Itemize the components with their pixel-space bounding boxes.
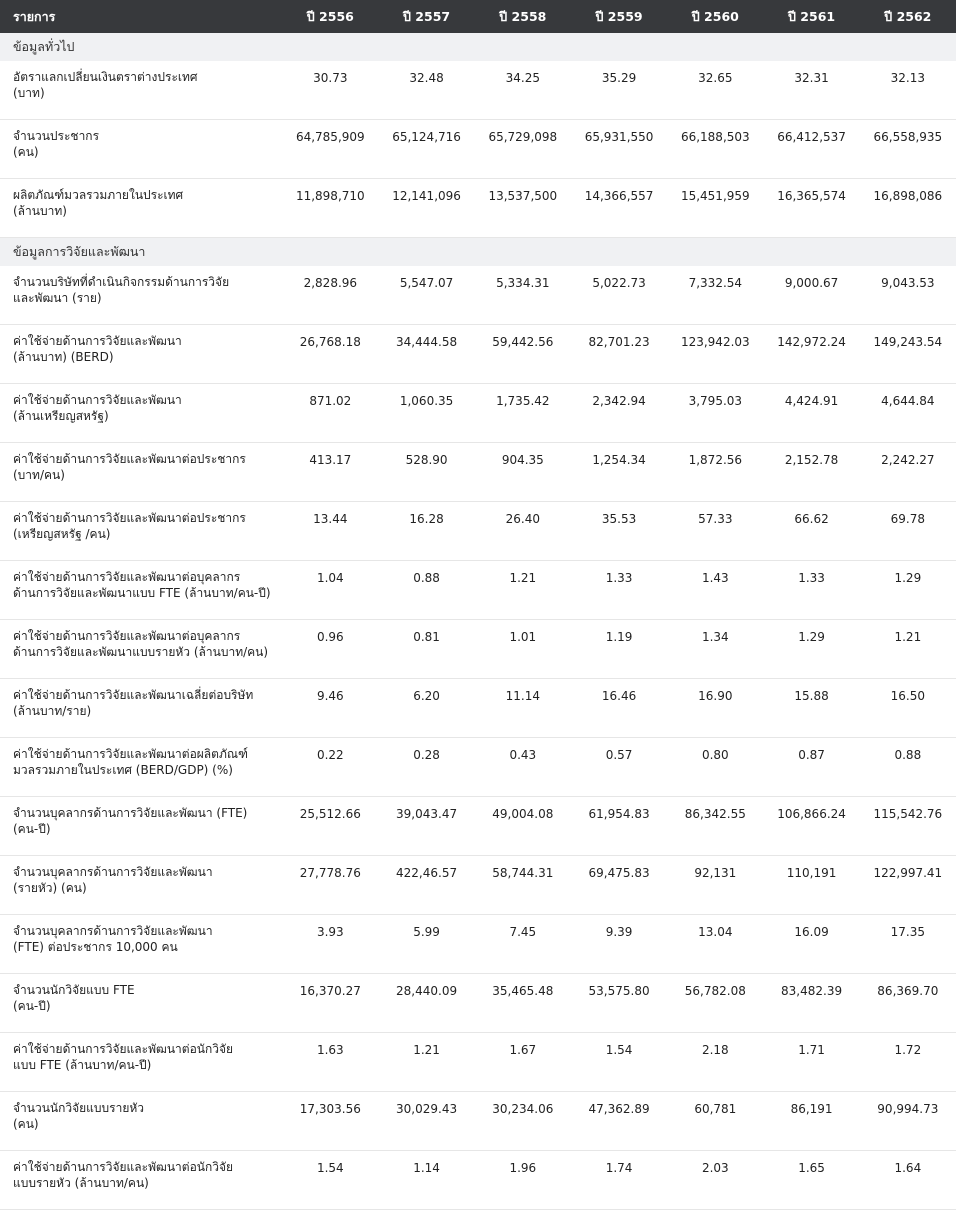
value-cell: 422,46.57 [378,856,474,915]
value-cell: 1.33 [763,561,859,620]
value-cell: 1.29 [763,620,859,679]
value-cell: 5,547.07 [378,266,474,325]
table-row [0,502,956,561]
value-cell: 4,424.91 [763,384,859,443]
value-cell: 9.46 [282,679,378,738]
section-title: ข้อมูลการวิจัยและพัฒนา [0,238,956,267]
value-cell: 26,768.18 [282,325,378,384]
value-cell: 1.54 [571,1033,667,1092]
value-cell: 11.14 [475,679,571,738]
table-row [0,266,956,325]
table-body [0,33,956,1210]
value-cell: 5,022.73 [571,266,667,325]
row-label-line2: (ล้านบาท) [13,204,67,218]
value-cell: 66.62 [763,502,859,561]
value-cell: 2,242.27 [860,443,956,502]
row-label [0,1092,282,1151]
value-cell: 35,465.48 [475,974,571,1033]
row-label-line1: ผลิตภัณฑ์มวลรวมภายในประเทศ [13,188,184,202]
row-label-line2: (บาท) [13,86,45,100]
value-cell: 60,781 [667,1092,763,1151]
row-label [0,61,282,120]
value-cell: 1.43 [667,561,763,620]
value-cell: 28,440.09 [378,974,474,1033]
table-row [0,1151,956,1210]
row-label-line1: จำนวนบุคลากรด้านการวิจัยและพัฒนา (FTE) [13,806,248,820]
table-row [0,561,956,620]
value-cell: 34.25 [475,61,571,120]
value-cell: 1.71 [763,1033,859,1092]
header-year: ปี 2560 [667,0,763,33]
section-title: ข้อมูลทั่วไป [0,33,956,61]
value-cell: 106,866.24 [763,797,859,856]
value-cell: 12,141,096 [378,179,474,238]
value-cell: 0.87 [763,738,859,797]
value-cell: 528.90 [378,443,474,502]
value-cell: 86,342.55 [667,797,763,856]
row-label [0,738,282,797]
row-label [0,915,282,974]
value-cell: 64,785,909 [282,120,378,179]
value-cell: 3.93 [282,915,378,974]
table-row [0,797,956,856]
value-cell: 1.67 [475,1033,571,1092]
row-label-line2: มวลรวมภายในประเทศ (BERD/GDP) (%) [13,763,233,777]
row-label-line2: (คน-ปี) [13,822,51,836]
row-label [0,502,282,561]
value-cell: 61,954.83 [571,797,667,856]
row-label [0,443,282,502]
value-cell: 0.28 [378,738,474,797]
value-cell: 0.81 [378,620,474,679]
row-label [0,325,282,384]
value-cell: 2,828.96 [282,266,378,325]
value-cell: 92,131 [667,856,763,915]
row-label-line2: (คน) [13,1117,39,1131]
row-label [0,974,282,1033]
row-label [0,179,282,238]
value-cell: 1.96 [475,1151,571,1210]
value-cell: 69.78 [860,502,956,561]
value-cell: 1.01 [475,620,571,679]
header-row [0,0,956,33]
value-cell: 904.35 [475,443,571,502]
value-cell: 6.20 [378,679,474,738]
table-row [0,325,956,384]
row-label-line2: (คน) [13,145,39,159]
table-header [0,0,956,33]
value-cell: 871.02 [282,384,378,443]
value-cell: 16,365,574 [763,179,859,238]
value-cell: 15,451,959 [667,179,763,238]
value-cell: 1,060.35 [378,384,474,443]
value-cell: 5.99 [378,915,474,974]
row-label [0,266,282,325]
value-cell: 1.74 [571,1151,667,1210]
value-cell: 66,558,935 [860,120,956,179]
table-row [0,443,956,502]
table-row [0,915,956,974]
value-cell: 82,701.23 [571,325,667,384]
value-cell: 0.57 [571,738,667,797]
value-cell: 3,795.03 [667,384,763,443]
value-cell: 57.33 [667,502,763,561]
header-year: ปี 2559 [571,0,667,33]
row-label-line2: (คน-ปี) [13,999,51,1013]
row-label [0,561,282,620]
value-cell: 11,898,710 [282,179,378,238]
value-cell: 142,972.24 [763,325,859,384]
value-cell: 0.88 [860,738,956,797]
value-cell: 34,444.58 [378,325,474,384]
row-label-line2: แบบ FTE (ล้านบาท/คน-ปี) [13,1058,152,1072]
value-cell: 86,369.70 [860,974,956,1033]
value-cell: 16,898,086 [860,179,956,238]
value-cell: 26.40 [475,502,571,561]
row-label-line1: อัตราแลกเปลี่ยนเงินตราต่างประเทศ [13,70,198,84]
value-cell: 16.50 [860,679,956,738]
row-label [0,620,282,679]
value-cell: 122,997.41 [860,856,956,915]
value-cell: 66,412,537 [763,120,859,179]
value-cell: 16.28 [378,502,474,561]
value-cell: 13.04 [667,915,763,974]
header-year: ปี 2556 [282,0,378,33]
value-cell: 1,735.42 [475,384,571,443]
section-header-row [0,238,956,267]
value-cell: 413.17 [282,443,378,502]
value-cell: 17,303.56 [282,1092,378,1151]
value-cell: 7.45 [475,915,571,974]
value-cell: 17.35 [860,915,956,974]
table-row [0,61,956,120]
section-header-row [0,33,956,61]
value-cell: 16.46 [571,679,667,738]
value-cell: 1.33 [571,561,667,620]
value-cell: 4,644.84 [860,384,956,443]
value-cell: 30,234.06 [475,1092,571,1151]
row-label-line2: (FTE) ต่อประชากร 10,000 คน [13,940,178,954]
row-label-line2: (บาท/คน) [13,468,65,482]
value-cell: 0.22 [282,738,378,797]
header-year: ปี 2558 [475,0,571,33]
row-label [0,1151,282,1210]
value-cell: 1.21 [378,1033,474,1092]
row-label-line1: ค่าใช้จ่ายด้านการวิจัยและพัฒนาเฉลี่ยต่อบริษัท [13,688,254,702]
value-cell: 2.18 [667,1033,763,1092]
value-cell: 32.48 [378,61,474,120]
value-cell: 35.53 [571,502,667,561]
row-label-line2: และพัฒนา (ราย) [13,291,102,305]
value-cell: 30.73 [282,61,378,120]
row-label-line1: ค่าใช้จ่ายด้านการวิจัยและพัฒนาต่อนักวิจัย [13,1160,234,1174]
value-cell: 0.96 [282,620,378,679]
row-label-line2: (ล้านเหรียญสหรัฐ) [13,409,109,423]
row-label-line1: ค่าใช้จ่ายด้านการวิจัยและพัฒนาต่อบุคลากร [13,570,241,584]
row-label [0,1033,282,1092]
value-cell: 1.29 [860,561,956,620]
header-year: ปี 2561 [763,0,859,33]
value-cell: 1.21 [860,620,956,679]
value-cell: 16.90 [667,679,763,738]
row-label [0,384,282,443]
value-cell: 0.80 [667,738,763,797]
value-cell: 47,362.89 [571,1092,667,1151]
value-cell: 9,043.53 [860,266,956,325]
value-cell: 39,043.47 [378,797,474,856]
value-cell: 66,188,503 [667,120,763,179]
table-row [0,974,956,1033]
value-cell: 30,029.43 [378,1092,474,1151]
table-row [0,120,956,179]
row-label-line1: ค่าใช้จ่ายด้านการวิจัยและพัฒนาต่อประชากร [13,511,246,525]
value-cell: 1.63 [282,1033,378,1092]
row-label-line1: ค่าใช้จ่ายด้านการวิจัยและพัฒนาต่อนักวิจัย [13,1042,234,1056]
value-cell: 2,152.78 [763,443,859,502]
value-cell: 32.13 [860,61,956,120]
value-cell: 32.65 [667,61,763,120]
value-cell: 58,744.31 [475,856,571,915]
header-year: ปี 2557 [378,0,474,33]
row-label [0,856,282,915]
value-cell: 115,542.76 [860,797,956,856]
table-row [0,384,956,443]
row-label-line1: ค่าใช้จ่ายด้านการวิจัยและพัฒนาต่อผลิตภัณฑ์ [13,747,248,761]
row-label-line1: จำนวนนักวิจัยแบบ FTE [13,983,135,997]
value-cell: 35.29 [571,61,667,120]
row-label-line1: จำนวนบุคลากรด้านการวิจัยและพัฒนา [13,865,213,879]
row-label-line2: (ล้านบาท/ราย) [13,704,92,718]
value-cell: 16,370.27 [282,974,378,1033]
row-label-line1: ค่าใช้จ่ายด้านการวิจัยและพัฒนาต่อประชากร [13,452,246,466]
value-cell: 15.88 [763,679,859,738]
row-label-line1: ค่าใช้จ่ายด้านการวิจัยและพัฒนา [13,334,182,348]
value-cell: 14,366,557 [571,179,667,238]
value-cell: 49,004.08 [475,797,571,856]
row-label-line1: จำนวนประชากร [13,129,100,143]
value-cell: 1.34 [667,620,763,679]
row-label-line2: (รายหัว) (คน) [13,881,87,895]
table-row [0,179,956,238]
value-cell: 0.43 [475,738,571,797]
table-row [0,679,956,738]
value-cell: 123,942.03 [667,325,763,384]
table-row [0,1033,956,1092]
value-cell: 53,575.80 [571,974,667,1033]
value-cell: 1.65 [763,1151,859,1210]
value-cell: 1.14 [378,1151,474,1210]
value-cell: 13,537,500 [475,179,571,238]
value-cell: 32.31 [763,61,859,120]
value-cell: 0.88 [378,561,474,620]
value-cell: 1.72 [860,1033,956,1092]
value-cell: 25,512.66 [282,797,378,856]
row-label-line1: ค่าใช้จ่ายด้านการวิจัยและพัฒนา [13,393,182,407]
row-label-line2: (เหรียญสหรัฐ /คน) [13,527,111,541]
value-cell: 69,475.83 [571,856,667,915]
value-cell: 13.44 [282,502,378,561]
row-label-line1: จำนวนบริษัทที่ดำเนินกิจกรรมด้านการวิจัย [13,275,230,289]
row-label-line1: จำนวนนักวิจัยแบบรายหัว [13,1101,145,1115]
value-cell: 27,778.76 [282,856,378,915]
row-label-line2: ด้านการวิจัยและพัฒนาแบบรายหัว (ล้านบาท/คน) [13,645,269,659]
value-cell: 1.19 [571,620,667,679]
value-cell: 110,191 [763,856,859,915]
value-cell: 65,729,098 [475,120,571,179]
value-cell: 1.54 [282,1151,378,1210]
value-cell: 16.09 [763,915,859,974]
value-cell: 1.21 [475,561,571,620]
row-label-line2: (ล้านบาท) (BERD) [13,350,114,364]
value-cell: 2,342.94 [571,384,667,443]
table-row [0,738,956,797]
row-label [0,679,282,738]
value-cell: 86,191 [763,1092,859,1151]
table-row [0,856,956,915]
row-label-line2: ด้านการวิจัยและพัฒนาแบบ FTE (ล้านบาท/คน-ปี) [13,586,271,600]
value-cell: 9,000.67 [763,266,859,325]
value-cell: 9.39 [571,915,667,974]
row-label [0,797,282,856]
row-label-line1: จำนวนบุคลากรด้านการวิจัยและพัฒนา [13,924,213,938]
value-cell: 1,254.34 [571,443,667,502]
value-cell: 1.64 [860,1151,956,1210]
table-row [0,1092,956,1151]
row-label-line2: แบบรายหัว (ล้านบาท/คน) [13,1176,149,1190]
header-item-label: รายการ [0,0,282,33]
value-cell: 56,782.08 [667,974,763,1033]
value-cell: 65,124,716 [378,120,474,179]
value-cell: 149,243.54 [860,325,956,384]
value-cell: 1.04 [282,561,378,620]
table-row [0,620,956,679]
value-cell: 2.03 [667,1151,763,1210]
value-cell: 90,994.73 [860,1092,956,1151]
header-year: ปี 2562 [860,0,956,33]
value-cell: 83,482.39 [763,974,859,1033]
value-cell: 7,332.54 [667,266,763,325]
value-cell: 1,872.56 [667,443,763,502]
value-cell: 65,931,550 [571,120,667,179]
value-cell: 59,442.56 [475,325,571,384]
value-cell: 5,334.31 [475,266,571,325]
row-label [0,120,282,179]
row-label-line1: ค่าใช้จ่ายด้านการวิจัยและพัฒนาต่อบุคลากร [13,629,241,643]
